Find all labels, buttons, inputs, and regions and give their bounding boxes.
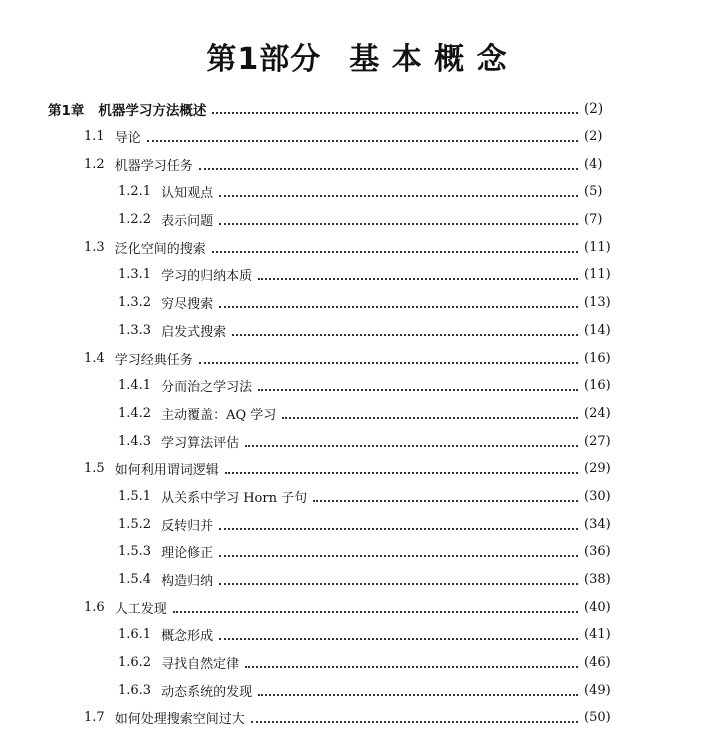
- toc-entry-page: (34): [584, 516, 611, 532]
- toc-entry-number: 1.3.3: [118, 322, 152, 338]
- toc-entry-title: 寻找自然定律: [161, 657, 240, 673]
- dot-leader: [147, 139, 578, 142]
- toc-entry-title: 机器学习方法概述: [98, 102, 207, 119]
- toc-entry-number: 1.3.2: [118, 295, 152, 311]
- toc-entry-number: 1.5.3: [118, 544, 152, 560]
- toc-entry-title: 反转归并: [161, 518, 214, 534]
- toc-entry-number: 1.5.4: [118, 572, 152, 588]
- dot-leader: [199, 361, 578, 364]
- toc-entry-page: (14): [584, 322, 611, 338]
- toc-entry-page: (4): [584, 156, 603, 172]
- toc-entry-page: (2): [584, 100, 604, 117]
- dot-leader: [212, 250, 578, 253]
- toc-entry-page: (36): [584, 544, 611, 560]
- toc-entry-title: 泛化空间的搜索: [114, 241, 206, 257]
- toc-entry[interactable]: [0, 676, 714, 704]
- toc-entry-title: 机器学习任务: [114, 158, 193, 174]
- toc-entry-page: (40): [584, 599, 611, 615]
- dot-leader: [173, 610, 578, 613]
- toc-entry[interactable]: [0, 427, 714, 455]
- toc-entry-number: 1.4.2: [118, 405, 152, 421]
- toc-entry-page: (2): [584, 129, 603, 145]
- dot-leader: [258, 277, 578, 280]
- toc-entry-title: 学习算法评估: [161, 435, 240, 451]
- toc-entry-title: 分而治之学习法: [161, 380, 253, 396]
- toc-entry-page: (41): [584, 627, 611, 643]
- toc-entry-number: 1.5.1: [118, 488, 152, 504]
- dot-leader: [219, 222, 578, 225]
- dot-leader: [232, 333, 578, 336]
- toc-entry-number: 1.4.3: [118, 433, 152, 449]
- toc-entry-number: 1.2.2: [118, 212, 152, 228]
- toc-entry[interactable]: [0, 317, 714, 345]
- toc-entry-title: 从关系中学习 Horn 子句: [161, 490, 308, 506]
- toc-entry-title: 穷尽搜索: [161, 297, 214, 313]
- toc-entry-title: 动态系统的发现: [161, 684, 253, 700]
- dot-leader: [225, 471, 578, 474]
- toc-entry-number: 1.6.1: [118, 627, 152, 643]
- toc-entry-number: 1.6.3: [118, 682, 152, 698]
- dot-leader: [219, 582, 578, 585]
- toc-entry-page: (7): [584, 212, 603, 228]
- toc-entry-page: (5): [584, 184, 603, 200]
- toc-entry-number: 1.4: [84, 350, 105, 366]
- toc-entry-page: (11): [584, 267, 611, 283]
- dot-leader: [245, 444, 578, 447]
- toc-entry[interactable]: [0, 178, 714, 206]
- toc-entry-page: (30): [584, 488, 611, 504]
- toc-entry-number: 1.3.1: [118, 267, 152, 283]
- toc-entry-title: 表示问题: [161, 214, 214, 230]
- toc-entry-title: 学习的归纳本质: [161, 269, 253, 285]
- toc-entry[interactable]: [0, 372, 714, 400]
- toc-entry-number: 1.3: [84, 239, 105, 255]
- dot-leader: [219, 527, 578, 530]
- toc-entry-title: 如何处理搜索空间过大: [114, 712, 245, 728]
- toc-entry-title: 理论修正: [161, 546, 214, 562]
- dot-leader: [219, 554, 578, 557]
- dot-leader: [212, 111, 578, 114]
- dot-leader: [245, 665, 578, 668]
- toc-entry-title: 概念形成: [161, 629, 214, 645]
- dot-leader: [258, 693, 578, 696]
- toc-entry[interactable]: [0, 95, 714, 123]
- toc-entry[interactable]: [0, 344, 714, 372]
- dot-leader: [258, 388, 578, 391]
- toc-entry-number: 第1章: [48, 102, 85, 119]
- toc-entry-page: (49): [584, 682, 611, 698]
- dot-leader: [282, 416, 578, 419]
- toc-entry-number: 1.2.1: [118, 184, 152, 200]
- toc-entry-page: (24): [584, 405, 611, 421]
- toc-entry-number: 1.7: [84, 710, 105, 726]
- toc-entry-title: 学习经典任务: [114, 352, 193, 368]
- toc-entry-page: (46): [584, 655, 611, 671]
- dot-leader: [219, 305, 578, 308]
- toc-entry[interactable]: [0, 150, 714, 178]
- part-number: 第1部分: [206, 42, 322, 77]
- toc-entry-title: 人工发现: [114, 601, 167, 617]
- toc-entry[interactable]: [0, 233, 714, 261]
- toc-entry-title: 启发式搜索: [161, 324, 227, 340]
- toc-entry-page: (50): [584, 710, 611, 726]
- toc-entry-title: 主动覆盖：AQ 学习: [161, 407, 277, 423]
- toc-entry-number: 1.6.2: [118, 655, 152, 671]
- toc-entry-title: 如何利用谓词逻辑: [114, 463, 219, 479]
- table-of-contents: [0, 95, 714, 732]
- toc-entry[interactable]: [0, 566, 714, 594]
- toc-entry-page: (16): [584, 350, 611, 366]
- toc-entry-page: (16): [584, 378, 611, 394]
- toc-entry-title: 导论: [114, 131, 141, 147]
- toc-entry-number: 1.2: [84, 156, 105, 172]
- toc-entry[interactable]: [0, 123, 714, 151]
- toc-entry-page: (38): [584, 572, 611, 588]
- toc-entry-page: (13): [584, 295, 611, 311]
- toc-entry[interactable]: [0, 289, 714, 317]
- toc-entry[interactable]: [0, 510, 714, 538]
- part-title: [0, 40, 714, 80]
- dot-leader: [199, 167, 578, 170]
- dot-leader: [251, 720, 578, 723]
- toc-entry[interactable]: [0, 538, 714, 566]
- toc-entry-number: 1.6: [84, 599, 105, 615]
- toc-entry[interactable]: [0, 621, 714, 649]
- toc-entry[interactable]: [0, 593, 714, 621]
- dot-leader: [219, 194, 578, 197]
- toc-entry[interactable]: [0, 261, 714, 289]
- dot-leader: [219, 637, 578, 640]
- toc-entry-title: 构造归纳: [161, 574, 214, 590]
- toc-entry[interactable]: [0, 455, 714, 483]
- dot-leader: [313, 499, 578, 502]
- toc-entry[interactable]: [0, 483, 714, 511]
- toc-entry-title: 认知观点: [161, 186, 214, 202]
- toc-entry-page: (11): [584, 239, 611, 255]
- part-name: 基 本 概 念: [349, 42, 508, 77]
- toc-entry-number: 1.4.1: [118, 378, 152, 394]
- toc-entry[interactable]: [0, 400, 714, 428]
- toc-entry-number: 1.1: [84, 129, 105, 145]
- toc-entry[interactable]: [0, 704, 714, 732]
- toc-entry-page: (27): [584, 433, 611, 449]
- toc-entry[interactable]: [0, 649, 714, 677]
- toc-entry[interactable]: [0, 206, 714, 234]
- toc-entry-number: 1.5: [84, 461, 105, 477]
- toc-entry-page: (29): [584, 461, 611, 477]
- toc-entry-number: 1.5.2: [118, 516, 152, 532]
